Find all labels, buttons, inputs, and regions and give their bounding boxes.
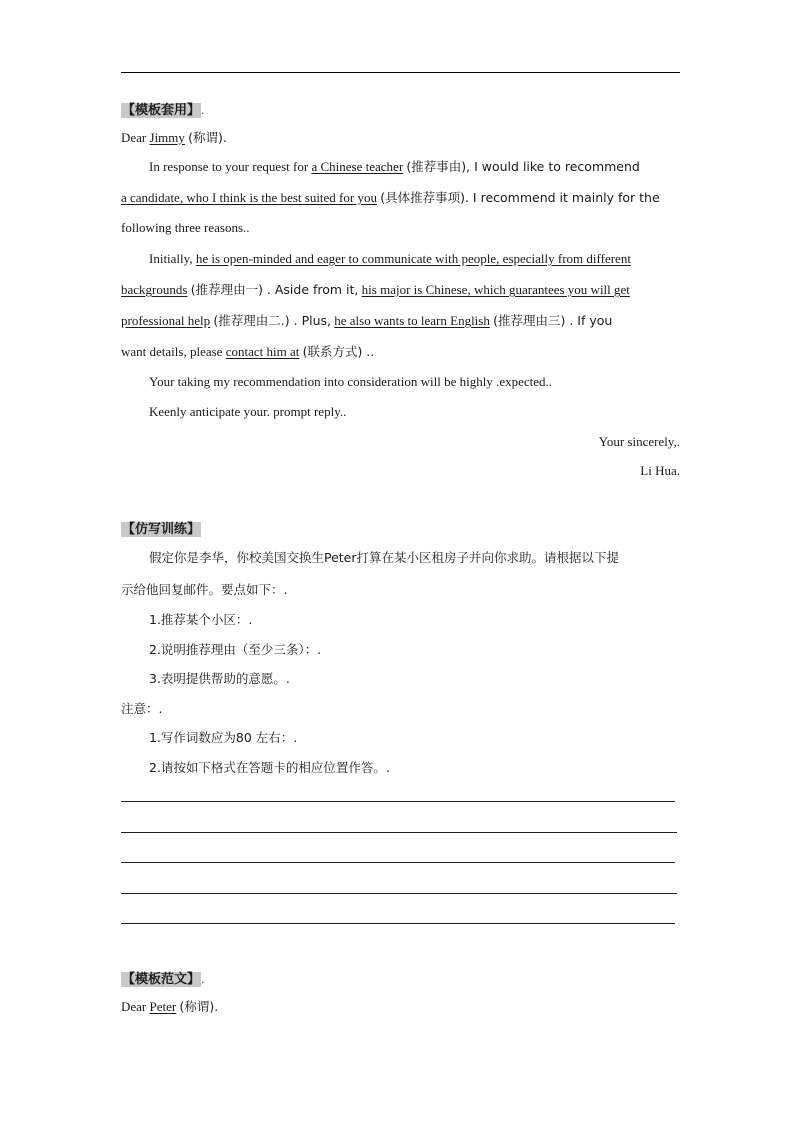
salutation-dear: Dear [121,999,147,1014]
paragraph-2-line-4 [121,343,374,361]
salutation-dear: Dear [121,130,147,145]
point-1: 1.推荐某个小区：. [149,612,253,627]
salutation-name: Peter [149,999,177,1014]
answer-line-5[interactable] [121,923,675,924]
paragraph-1-line-2 [121,189,660,207]
section-header-template: 【模板套用】. [122,102,205,118]
header-label: 【仿写训练】 [122,522,201,537]
task-line-2: 示给他回复邮件。要点如下：. [121,582,288,597]
blank-filled: he is open-minded and eager to communicate with people, especially from different [195,251,631,266]
text: Initially, [149,251,193,266]
answer-line-1[interactable] [121,801,675,802]
text: (推荐事由), I would like to recommend [406,159,640,174]
salutation-note: (称谓). [188,130,227,145]
paragraph-2-line-3 [121,312,612,330]
task-line-1: 假定你是李华，你校美国交换生Peter打算在某小区租房子并向你求助。请根据以下提 [149,550,620,565]
paragraph-2-line-2 [121,281,630,299]
salutation-name: Jimmy [149,130,185,145]
text: (联系方式) .. [302,344,375,359]
paragraph-1-line-1 [149,158,640,176]
text: (推荐理由三) . If you [493,313,613,328]
blank-filled: a Chinese teacher [311,159,404,174]
blank-filled: his major is Chinese, which guarantees you will get [361,282,630,297]
salutation-note: (称谓). [179,999,219,1014]
signature: Li Hua. [640,463,680,478]
text: (推荐理由二.) . Plus, [213,313,331,328]
top-rule [121,72,680,73]
text: want details, please [121,344,223,359]
text: In response to your request for [149,159,309,174]
blank-filled: backgrounds [121,282,188,297]
sample-salutation [121,998,218,1016]
point-2: 2.说明推荐理由（至少三条）：. [149,642,322,657]
blank-filled: a candidate, who I think is the best suited for you [121,190,377,205]
answer-line-2[interactable] [121,832,677,833]
header-label: 【模板范文】 [122,972,201,987]
note-2: 2.请按如下格式在答题卡的相应位置作答。. [149,760,390,775]
section-header-practice [121,520,201,539]
text: (推荐理由一) . Aside from it, [190,282,359,297]
paragraph-2-line-1 [149,250,631,268]
salutation [121,129,227,147]
note-1: 1.写作词数应为80 左右：. [149,730,298,745]
blank-filled: professional help [121,313,211,328]
blank-filled: he also wants to learn English [334,313,490,328]
answer-line-4[interactable] [121,893,677,894]
paragraph-1-line-3 [121,219,250,237]
note-label: 注意：. [121,701,163,716]
paragraph-3: Your taking my recommendation into consideration will be highly .expected.. [149,374,553,389]
closing: Your sincerely,. [598,434,680,449]
answer-line-3[interactable] [121,862,675,863]
text: following three reasons.. [121,220,250,235]
paragraph-4: Keenly anticipate your. prompt reply.. [149,404,347,419]
section-header-sample: 【模板范文】. [122,971,205,987]
point-3: 3.表明提供帮助的意愿。. [149,671,290,686]
blank-filled: contact him at [225,344,300,359]
text: (具体推荐事项). I recommend it mainly for the [380,190,660,205]
header-label: 【模板套用】 [122,103,201,118]
